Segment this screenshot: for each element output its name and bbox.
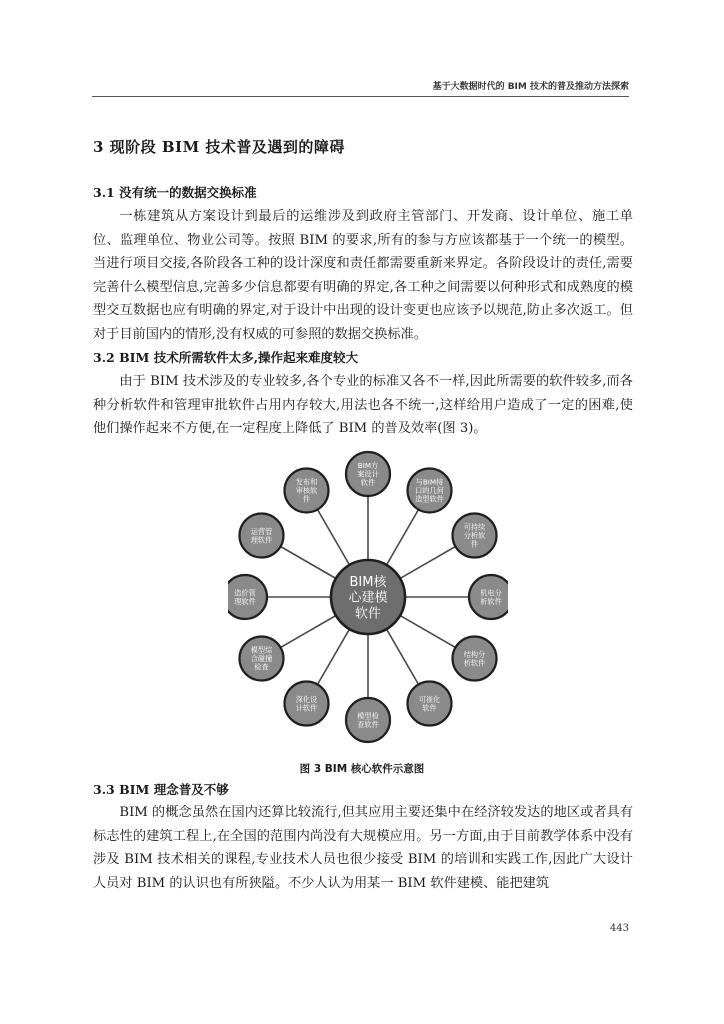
diagram-node-6-label-line-1: 查软件 [357, 719, 379, 729]
subsection-heading-3-3: 3.3 BIM 理念普及不够 [93, 782, 229, 797]
running-header: 基于大数据时代的 BIM 技术的普及推动方法探索 [432, 82, 629, 92]
header-divider [92, 96, 629, 97]
diagram-node-10-label-line-1: 理软件 [250, 535, 273, 545]
diagram-node-0-label-line-0: BIM方 [357, 460, 379, 470]
diagram-node-3-label-line-0: 机电分 [480, 588, 502, 598]
diagram-node-4-label-line-0: 结构分 [463, 649, 486, 659]
diagram-node-8-label-line-2: 检查 [254, 662, 269, 672]
subsection-body-3-3: BIM 的概念虽然在国内还算比较流行,但其应用主要还集中在经济较发达的地区或者具有标志性的建筑工程上,在全国的范围内尚没有大规模应用。另一方面,由于目前教学体系中没有涉及 BIM 技术相关的课程,专业技术人员也很少接受 BIM 的培训和实践工作,因此广大设计人员对 BIM 的认识也有所狭隘。不少人认为用某一 BIM 软件建模、能把建筑 [93, 805, 633, 891]
diagram-node-1-label-line-1: 口的几何 [415, 486, 444, 496]
section-title: 3 现阶段 BIM 技术普及遇到的障碍 [93, 138, 345, 156]
diagram-node-3-label-line-1: 析软件 [480, 596, 502, 606]
diagram-node-2-label-line-1: 分析软 [463, 531, 486, 541]
diagram-node-1-label-line-2: 造型软件 [415, 494, 444, 504]
figure-caption: 图 3 BIM 核心软件示意图 [299, 763, 425, 775]
subsection-heading-3-2: 3.2 BIM 技术所需软件太多,操作起来难度较大 [93, 350, 359, 365]
diagram-node-4-label-line-1: 析软件 [463, 658, 486, 668]
diagram-node-1-label-line-0: 与BIM接 [415, 477, 444, 487]
subsection-body-3-1: 一栋建筑从方案设计到最后的运维涉及到政府主管部门、开发商、设计单位、施工单位、监理单位、物业公司等。按照 BIM 的要求,所有的参与方应该都基于一个统一的模型。当进行项目交接,各阶段各工种的设计深度和责任都需要重新来界定。各阶段设计的责任,需要完善什么模型信息,完善多少信息都要有明确的界定,各工种之间需要以何种形式和成熟度的模型交互数据也应有明确的界定,对于设计中出现的设计变更也应该予以规范,防止多次返工。但对于目前国内的情形,没有权威的可参照的数据交换标准。 [93, 209, 633, 342]
diagram-node-7-label-line-1: 计软件 [295, 703, 318, 713]
diagram-node-9-label-line-0: 造价管 [234, 588, 256, 598]
diagram-node-5-label-line-0: 可视化 [418, 694, 441, 704]
diagram-node-2-label-line-0: 可持续 [463, 522, 486, 532]
diagram-center-label-line-0: BIM核 [349, 575, 387, 591]
page-number: 443 [609, 923, 629, 934]
diagram-center-label-line-1: 心建模 [348, 590, 388, 606]
diagram-center-label-line-2: 软件 [354, 606, 382, 622]
diagram-node-8-label-line-1: 合碰撞 [250, 654, 273, 664]
diagram-node-10-label-line-0: 运营管 [250, 526, 273, 536]
diagram-node-0-label-line-1: 案设计 [357, 469, 379, 479]
subsection-body-3-2: 由于 BIM 技术涉及的专业较多,各个专业的标准又各不一样,因此所需要的软件较多,而各种分析软件和管理审批软件占用内存较大,用法也各不统一,这样给用户造成了一定的困难,使他们操作起来不方便,在一定程度上降低了 BIM 的普及效率(图 3)。 [93, 374, 633, 436]
bim-core-software-diagram [228, 443, 508, 751]
diagram-node-11-label-line-1: 审核软 [295, 486, 318, 496]
diagram-node-9-label-line-1: 理软件 [234, 596, 256, 606]
diagram-node-0-label-line-2: 软件 [360, 478, 376, 488]
diagram-node-5-label-line-1: 软件 [422, 703, 437, 713]
diagram-node-6-label-line-0: 模型检 [357, 711, 379, 721]
diagram-node-2-label-line-2: 件 [470, 539, 479, 549]
diagram-node-11-label-line-2: 件 [302, 494, 311, 504]
diagram-node-7-label-line-0: 深化设 [295, 694, 318, 704]
diagram-node-11-label-line-0: 发布和 [295, 477, 318, 487]
diagram-node-8-label-line-0: 模型综 [250, 645, 273, 655]
subsection-heading-3-1: 3.1 没有统一的数据交换标准 [93, 185, 257, 200]
